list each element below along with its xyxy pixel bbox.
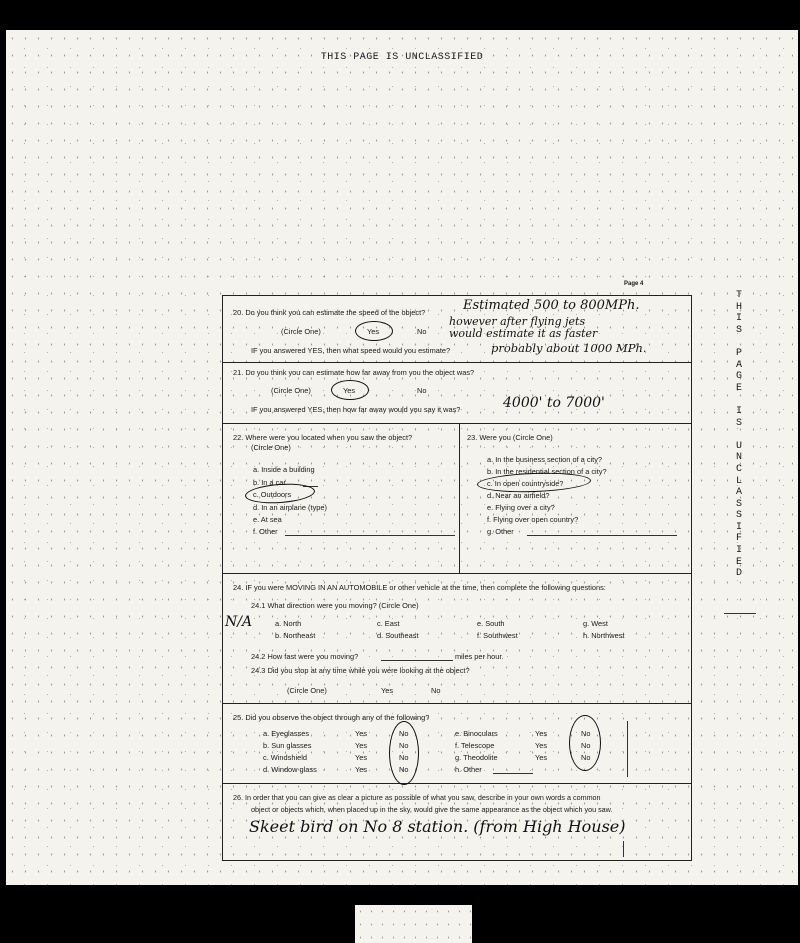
q26-pen-stroke — [623, 841, 624, 857]
q20-followup: IF you answered YES, then what speed would you estimate? — [251, 346, 451, 355]
q21-handwriting: 4000' to 7000' — [503, 395, 605, 411]
q25-left-no-circle — [389, 721, 419, 785]
scan-edge-fragment — [355, 905, 472, 943]
q22-option-f: f. Other — [253, 527, 278, 536]
question-24 — [223, 573, 691, 704]
q25-right-g-no: No — [581, 753, 591, 762]
q24-1-text: 24.1 What direction were you moving? (Circle One) — [251, 601, 419, 610]
q25-right-f-label: f. Telescope — [455, 741, 495, 750]
q25-right-e-yes: Yes — [535, 729, 548, 738]
q22-option-e: e. At sea — [253, 515, 282, 524]
q23-text: 23. Were you (Circle One) — [467, 433, 553, 442]
q25-left-a-no: No — [399, 729, 409, 738]
direction-b: b. Northeast — [275, 631, 316, 640]
q25-right-f-no: No — [581, 741, 591, 750]
q24-2-speed-line — [381, 660, 453, 661]
q25-right-h-label: h. Other — [455, 765, 482, 774]
question-21 — [223, 362, 691, 424]
q24-na-handwriting: N/A — [225, 614, 253, 630]
q24-2-text: 24.2 How fast were you moving? — [251, 652, 359, 661]
q22-option-b: b. In a car — [253, 478, 286, 487]
q22-other-line — [285, 535, 455, 536]
classification-banner: THIS PAGE IS UNCLASSIFIED — [320, 52, 484, 63]
q25-right-g-label: g. Theodolite — [455, 753, 498, 762]
page-number: Page 4 — [624, 281, 644, 287]
direction-e: e. South — [477, 619, 505, 628]
q26-line-1: 26. In order that you can give as clear a picture as possible of what you saw, describe in your own words a common — [233, 793, 601, 802]
q20-handwriting-4: probably about 1000 MPh. — [491, 341, 647, 355]
q21-followup: IF you answered YES, then how far away would you say it was? — [251, 405, 461, 414]
q20-handwriting-3: would estimate it as faster — [449, 327, 598, 340]
q20-handwriting-2: however after flying jets — [449, 315, 586, 328]
q20-no: No — [417, 327, 427, 336]
q23-option-f: f. Flying over open country? — [487, 515, 579, 524]
direction-a: a. North — [275, 619, 302, 628]
direction-g: g. West — [583, 619, 608, 628]
q25-left-c-no: No — [399, 753, 409, 762]
q22-option-a: a. Inside a building — [253, 465, 315, 474]
direction-d: d. Southeast — [377, 631, 419, 640]
q23-other-line — [527, 535, 677, 536]
q21-yes-circle — [331, 380, 369, 400]
q25-left-b-no: No — [399, 741, 409, 750]
question-22-23 — [223, 423, 691, 574]
q25-pen-stroke — [627, 721, 628, 777]
question-26 — [223, 783, 691, 860]
direction-f: f. Southwest — [477, 631, 518, 640]
q22-option-c: c. Outdoors — [253, 490, 292, 499]
q24-3-no: No — [431, 686, 441, 695]
q25-left-a-label: a. Eyeglasses — [263, 729, 310, 738]
q23-option-g: g. Other — [487, 527, 514, 536]
side-classification-banner: T H I S P A G E I S U N C L A S S I F I E D — [735, 290, 742, 580]
q25-text: 25. Did you observe the object through any of the following? — [233, 713, 430, 722]
q20-handwriting-1: Estimated 500 to 800MPh. — [463, 298, 640, 313]
q24-2-unit: miles per hour. — [455, 652, 504, 661]
q24-3-yes: Yes — [381, 686, 394, 695]
q25-left-c-label: c. Windshield — [263, 753, 307, 762]
q20-text: 20. Do you think you can estimate the speed of the object? — [233, 308, 426, 317]
q25-left-b-yes: Yes — [355, 741, 368, 750]
question-20 — [223, 296, 691, 363]
q23-option-b: b. In the residential section of a city? — [487, 467, 607, 476]
q21-text: 21. Do you think you can estimate how far away from you the object was? — [233, 368, 475, 377]
q21-yes: Yes — [343, 386, 356, 395]
q22-option-d: d. In an airplane (type) — [253, 503, 327, 512]
q25-left-a-yes: Yes — [355, 729, 368, 738]
scanned-page — [6, 30, 798, 885]
q23-option-e: e. Flying over a city? — [487, 503, 555, 512]
q26-handwriting: Skeet bird on No 8 station. (from High House) — [249, 817, 626, 836]
q23-option-d: d. Near an airfield? — [487, 491, 550, 500]
questionnaire-form — [222, 295, 692, 861]
q25-other-line — [493, 773, 533, 774]
q20-yes-circle — [355, 321, 393, 341]
direction-c: c. East — [377, 619, 400, 628]
q20-yes: Yes — [367, 327, 380, 336]
q22-text: 22. Where were you located when you saw the object? — [233, 433, 413, 442]
margin-bracket — [724, 613, 756, 614]
q24-text: 24. IF you were MOVING IN AN AUTOMOBILE or other vehicle at the time, then complete the following questions: — [233, 583, 606, 592]
q25-right-f-yes: Yes — [535, 741, 548, 750]
q25-left-d-yes: Yes — [355, 765, 368, 774]
q25-left-c-yes: Yes — [355, 753, 368, 762]
q23-option-c: c. In open countryside? — [487, 479, 564, 488]
q24-3-text: 24.3 Did you stop at any time while you were looking at the object? — [251, 666, 470, 675]
column-divider — [459, 423, 460, 573]
q26-line-2: object or objects which, when placed up in the sky, would give the same appearance as the object which you saw. — [251, 805, 613, 814]
q23-option-a: a. In the business section of a city? — [487, 455, 603, 464]
q25-left-d-label: d. Window glass — [263, 765, 317, 774]
q25-right-e-no: No — [581, 729, 591, 738]
direction-h: h. Northwest — [583, 631, 625, 640]
q25-right-g-yes: Yes — [535, 753, 548, 762]
q24-3-circle-one: (Circle One) — [287, 686, 327, 695]
q25-left-d-no: No — [399, 765, 409, 774]
question-25 — [223, 703, 691, 784]
q25-right-no-circle — [569, 715, 601, 771]
q25-left-b-label: b. Sun glasses — [263, 741, 312, 750]
q21-no: No — [417, 386, 427, 395]
q25-right-e-label: e. Binoculars — [455, 729, 498, 738]
q20-circle-one: (Circle One) — [281, 327, 321, 336]
q21-circle-one: (Circle One) — [271, 386, 311, 395]
q22-circle-one: (Circle One) — [251, 443, 291, 452]
